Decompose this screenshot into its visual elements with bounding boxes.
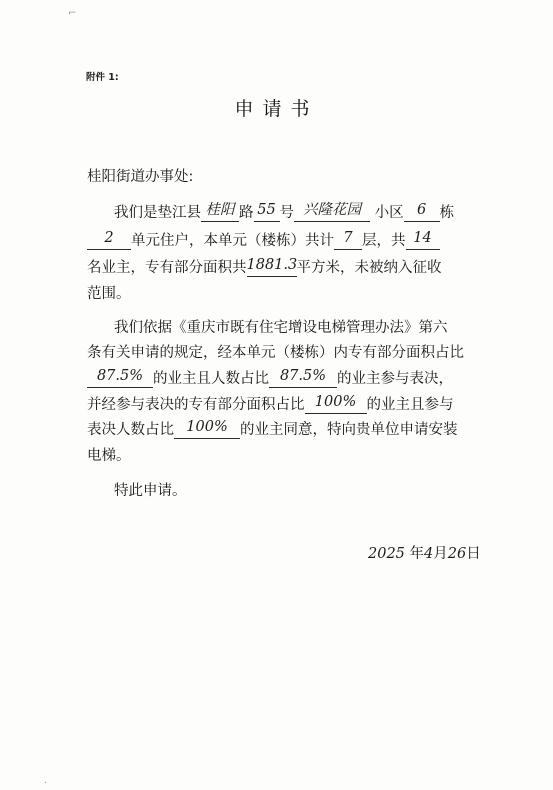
road-field: 桂阳 <box>201 205 239 222</box>
closing: 特此申请。 <box>114 483 187 499</box>
document-title: 申请书 <box>234 98 319 120</box>
text: 月 <box>433 546 448 562</box>
community-field: 兴隆花园 <box>294 205 370 222</box>
unit-field: 2 <box>87 233 131 250</box>
text: 的业主参与表决， <box>337 371 453 387</box>
text: 平方米，未被纳入征收 <box>296 260 442 276</box>
addressee: 桂阳街道办事处: <box>87 169 194 185</box>
text: 路 <box>239 205 254 221</box>
number-field: 55 <box>254 205 280 222</box>
date-month: 4 <box>424 546 434 562</box>
para2-line2: 条有关申请的规定，经本单元（楼栋）内专有部分面积占比 <box>87 345 464 361</box>
text: 并经参与表决的专有部分面积占比 <box>87 397 305 413</box>
text: 我们是垫江县 <box>114 205 201 221</box>
agree-people-ratio-field: 100% <box>174 422 240 439</box>
para2-line6: 电梯。 <box>87 448 131 464</box>
para2-line1: 我们依据《重庆市既有住宅增设电梯管理办法》第六 <box>114 320 448 336</box>
text: 小区 <box>374 205 404 221</box>
text: 层，共 <box>362 233 406 249</box>
building-field: 6 <box>404 205 440 222</box>
attachment-label: 附件 1: <box>86 72 119 83</box>
text: 名业主，专有部分面积共 <box>87 260 247 276</box>
text: 单元住户，本单元（楼栋）共计 <box>131 233 334 249</box>
para2-line3 <box>87 370 453 388</box>
para2-line5 <box>87 421 458 439</box>
text: 表决人数占比 <box>87 422 174 438</box>
para1-line2 <box>87 232 440 250</box>
floors-field: 7 <box>334 233 362 250</box>
date-day: 26 <box>447 546 467 562</box>
scan-mark: ⌐ <box>68 8 77 19</box>
area-ratio-field: 87.5% <box>87 371 153 388</box>
text: 号 <box>279 205 294 221</box>
agree-area-ratio-field: 100% <box>305 397 367 414</box>
text: 的业主同意，特向贵单位申请安装 <box>240 422 458 438</box>
text: 的业主且人数占比 <box>153 371 269 387</box>
scan-mark: · <box>44 778 48 789</box>
text: 栋 <box>439 205 455 221</box>
owners-field: 14 <box>406 233 440 250</box>
area-field: 1881.3 <box>247 260 297 277</box>
para1-line4: 范围。 <box>87 286 131 302</box>
text: 的业主且参与 <box>366 397 454 413</box>
people-ratio-field: 87.5% <box>269 371 337 388</box>
signature-date <box>368 542 481 563</box>
text: 日 <box>466 546 481 562</box>
para1-line3 <box>87 259 442 277</box>
date-year: 2025 <box>368 546 405 562</box>
text: 年 <box>409 546 425 562</box>
para1-line1 <box>114 204 454 222</box>
para2-line4 <box>87 396 454 414</box>
